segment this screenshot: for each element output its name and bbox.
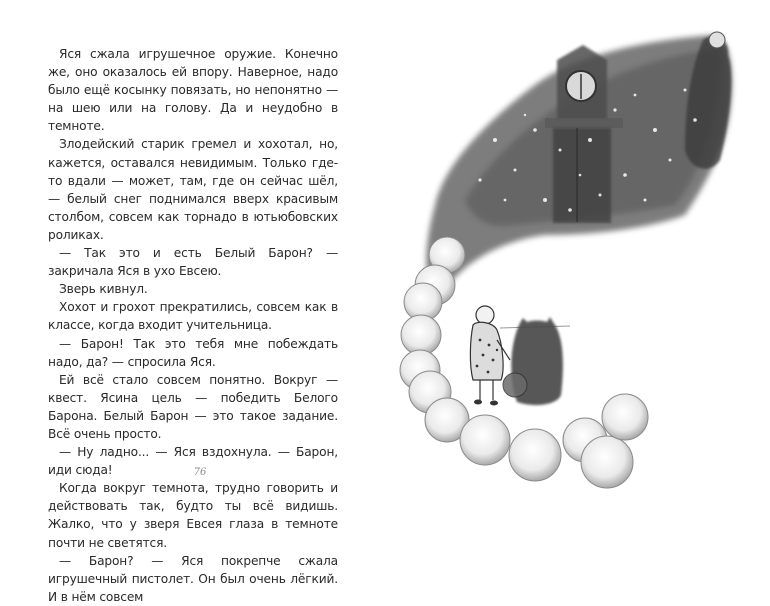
paragraph: Ей всё стало совсем понятно. Вокруг — квест. Ясина цель — победить Белого Барона. Белый Барон — это такое задание. Всё очень просто. <box>48 372 338 441</box>
right-page <box>385 0 770 531</box>
paragraph: — Так это и есть Белый Барон? — закричала Яся в ухо Евсею. <box>48 246 338 279</box>
paragraph: Злодейский старик гремел и хохотал, но, кажется, оставался невидимым. Только где-то вдали — может, там, где он сейчас шёл, — белый снег поднимался вверх красивым столбом, совсем как торнадо в ютьюбовских роликах. <box>48 137 338 242</box>
paragraph: — Барон! Так это тебя мне побеждать надо, да? — спросила Яся. <box>48 336 338 369</box>
paragraph: — Барон? — Яся покрепче сжала игрушечный пистолет. Он был очень лёгкий. И в нём совсем <box>48 553 338 604</box>
paragraph: Когда вокруг темнота, трудно говорить и действовать так, будто ты всё видишь. Жалко, что у зверя Евсея глаза в темноте почти не светятся. <box>48 481 338 550</box>
backpack-icon <box>503 373 527 397</box>
illustration <box>385 0 770 531</box>
paragraph: Яся сжала игрушечное оружие. Конечно же, оно оказалось ей впору. Наверное, надо было ещё косынку повязать, но непонятно — на шею или на голову. Да и неудобно в темноте. <box>48 47 338 134</box>
paragraph: Зверь кивнул. <box>59 282 148 297</box>
page-number: 76 <box>193 467 207 478</box>
paragraph: — Ну ладно... — Яся вздохнула. — Барон, иди сюда! <box>48 445 338 478</box>
body-text <box>48 45 338 606</box>
paragraph: Хохот и грохот прекратились, совсем как в классе, когда входит учительница. <box>48 300 338 333</box>
left-page <box>0 0 385 604</box>
bear-figure <box>503 317 563 405</box>
